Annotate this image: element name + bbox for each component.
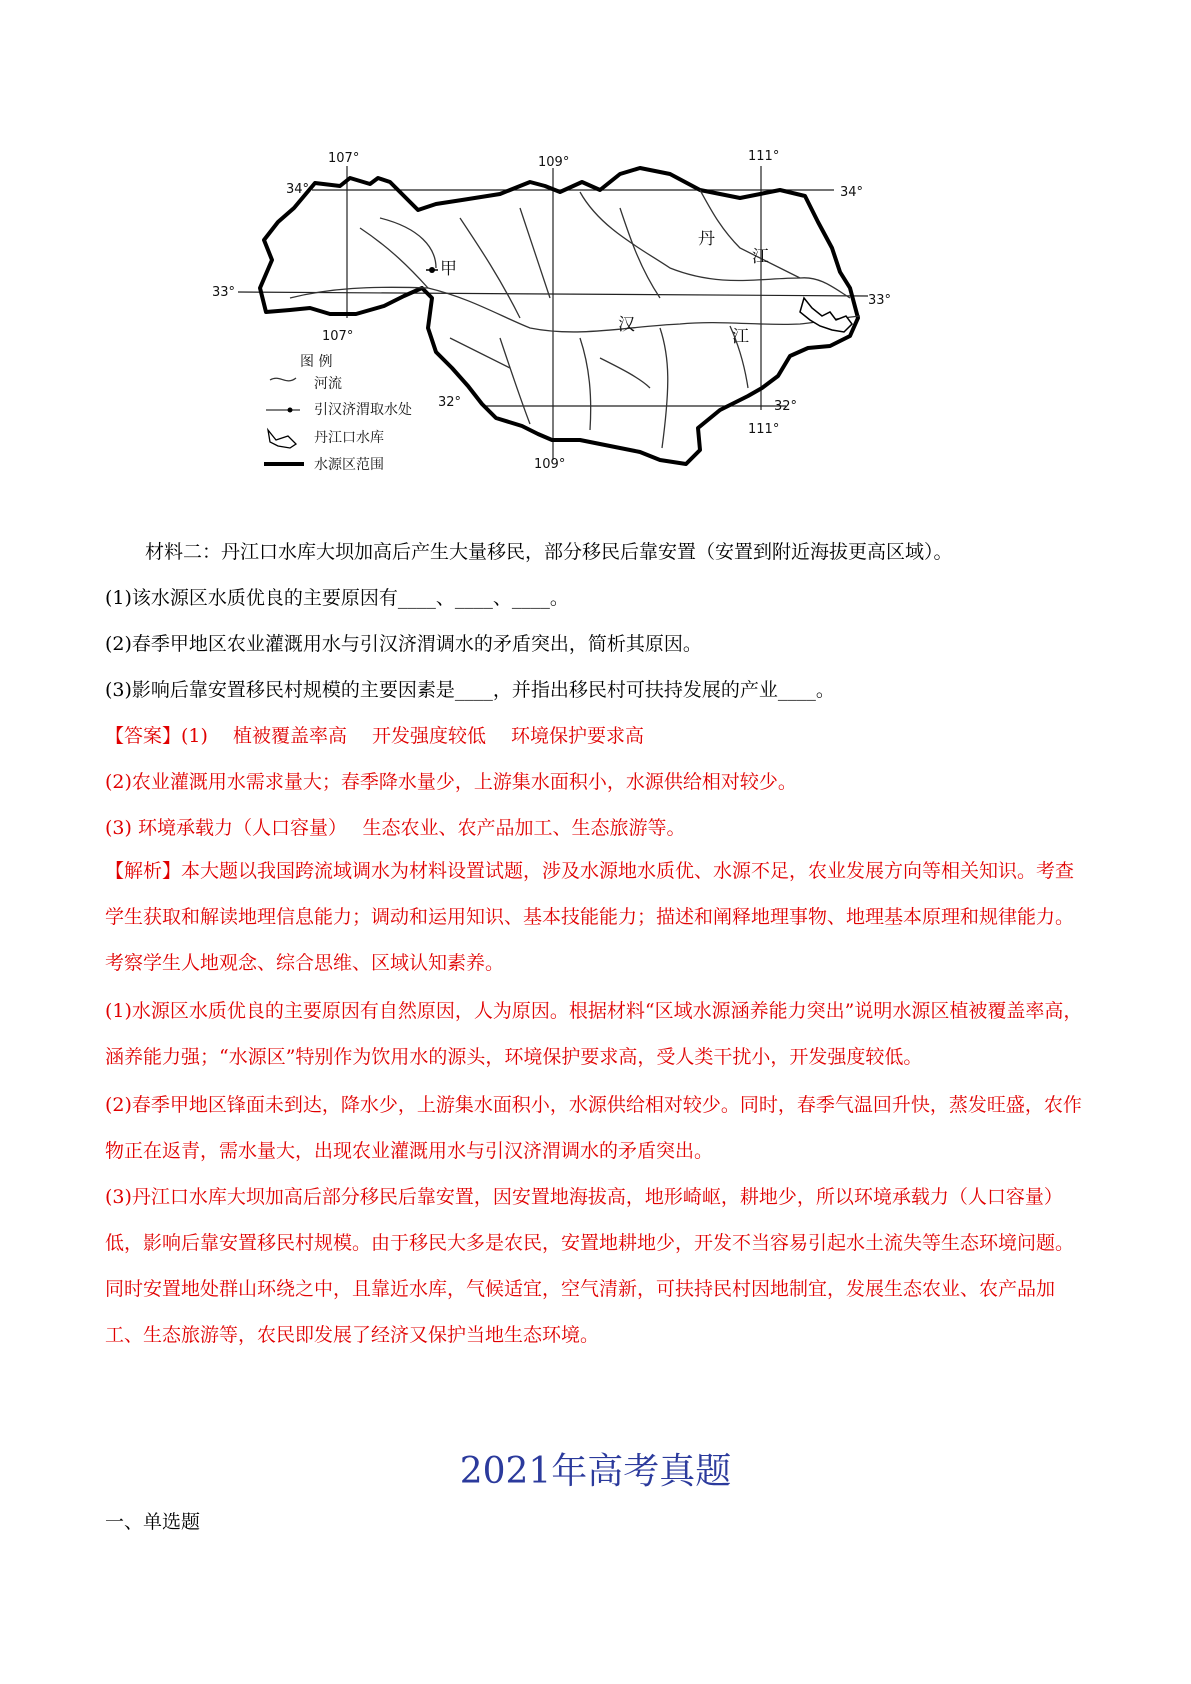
legend-reservoir-symbol xyxy=(268,430,296,448)
lon-label-109-bottom: 109° xyxy=(534,457,566,472)
lat-label-32-right: 32° xyxy=(774,399,798,414)
lat-label-34-right: 34° xyxy=(840,185,864,200)
analysis-part-2: (2)春季甲地区锋面未到达，降水少，上游集水面积小，水源供给相对较少。同时，春季气温回升快，蒸发旺盛，农作物正在返青，需水量大，出现农业灌溉用水与引汉济渭调水的矛盾突出。 xyxy=(105,1094,1082,1162)
legend-title: 图 例 xyxy=(300,354,333,370)
river-label-jiang-1: 江 xyxy=(752,247,769,267)
analysis-intro: 【解析】本大题以我国跨流域调水为材料设置试题，涉及水源地水质优、水源不足，农业发展方向等相关知识。考查学生获取和解读地理信息能力；调动和运用知识、基本技能能力；描述和阐释地理事物、地理基本原理和规律能力。考察学生人地观念、综合思维、区域认知素养。 xyxy=(105,860,1075,974)
legend-intake-symbol xyxy=(266,408,300,413)
question-2: (2)春季甲地区农业灌溉用水与引汉济渭调水的矛盾突出，简析其原因。 xyxy=(105,633,702,655)
map-legend xyxy=(264,354,412,473)
legend-river: 河流 xyxy=(314,376,342,392)
lat-label-32-left: 32° xyxy=(438,395,462,410)
material-two: 材料二：丹江口水库大坝加高后产生大量移民，部分移民后靠安置（安置到附近海拔更高区域）。 xyxy=(145,541,953,563)
answer-line-3: (3) 环境承载力（人口容量） 生态农业、农产品加工、生态旅游等。 xyxy=(105,817,686,839)
lat-label-33-right: 33° xyxy=(868,293,892,308)
question-1: (1)该水源区水质优良的主要原因有____、____、____。 xyxy=(105,587,569,609)
place-label-jia: 甲 xyxy=(440,259,457,279)
legend-reservoir: 丹江口水库 xyxy=(314,430,384,446)
lon-label-107-top: 107° xyxy=(328,151,360,166)
lon-label-109-top: 109° xyxy=(538,155,570,170)
dan-reservoir xyxy=(800,298,852,332)
river-label-han: 汉 xyxy=(618,315,635,335)
water-source-map xyxy=(200,148,960,510)
lat-label-33-left: 33° xyxy=(212,285,236,300)
lon-label-107-bottom: 107° xyxy=(322,329,354,344)
lat-label-34-left: 34° xyxy=(286,182,310,197)
section-heading: 一、单选题 xyxy=(105,1511,201,1533)
lon-label-111-top: 111° xyxy=(748,149,780,164)
lon-label-111-bottom: 111° xyxy=(748,422,780,437)
answer-line-1: 【答案】(1) 植被覆盖率高 开发强度较低 环境保护要求高 xyxy=(105,725,645,747)
legend-intake: 引汉济渭取水处 xyxy=(314,402,412,418)
answer-line-2: (2)农业灌溉用水需求量大；春季降水量少，上游集水面积小，水源供给相对较少。 xyxy=(105,771,797,793)
question-3: (3)影响后靠安置移民村规模的主要因素是____，并指出移民村可扶持发展的产业____。 xyxy=(105,679,835,701)
analysis-part-3: (3)丹江口水库大坝加高后部分移民后靠安置，因安置地海拔高，地形崎岖，耕地少，所以环境承载力（人口容量）低，影响后靠安置移民村规模。由于移民大多是农民，安置地耕地少，开发不当容易引起水土流失等生态环境问题。同时安置地处群山环绕之中，且靠近水库，气候适宜，空气清新，可扶持民村因地制宜，发展生态农业、农产品加工、生态旅游等，农民即发展了经济又保护当地生态环境。 xyxy=(105,1186,1075,1346)
river-label-jiang-2: 江 xyxy=(732,327,749,347)
legend-river-symbol xyxy=(270,378,296,381)
water-source-boundary xyxy=(260,168,858,464)
analysis-part-1: (1)水源区水质优良的主要原因有自然原因，人为原因。根据材料“区域水源涵养能力突出”说明水源区植被覆盖率高，涵养能力强；“水源区”特别作为饮用水的源头，环境保护要求高，受人类干扰小，开发强度较低。 xyxy=(105,1000,1083,1068)
section-title: 2021年高考真题 xyxy=(459,1451,732,1492)
river-label-dan: 丹 xyxy=(698,229,715,249)
legend-boundary: 水源区范围 xyxy=(314,457,384,473)
